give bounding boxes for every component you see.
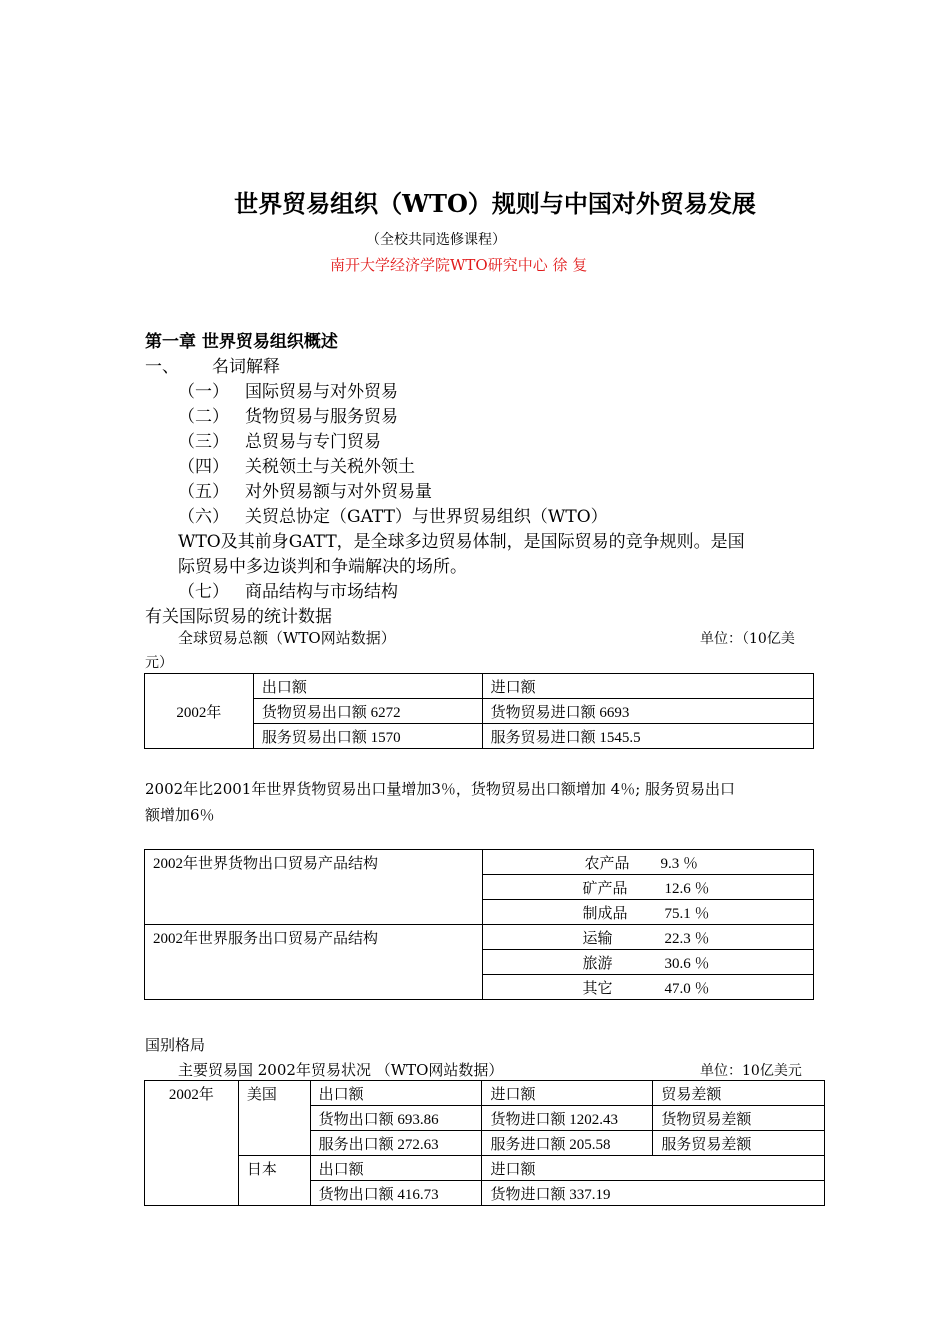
table-cell: 货物贸易出口额 6272 [253,699,482,724]
course-subtitle: （全校共同选修课程） [366,232,506,248]
table3-unit: 单位：10亿美元 [700,1063,802,1079]
list-item: 国际贸易与对外贸易 [245,382,398,402]
list-item: 货物贸易与服务贸易 [245,407,398,427]
list-item-number: （二） [178,407,229,427]
table-cell-year: 2002年 [145,1081,239,1206]
global-trade-table [144,673,814,749]
list-item-number: （五） [178,482,229,502]
table-row [145,925,814,950]
list-item-number: （七） [178,582,229,602]
stats-heading: 有关国际贸易的统计数据 [145,607,332,627]
chapter-heading: 第一章 世界贸易组织概述 [145,332,338,352]
product-name: 农产品 [584,855,630,872]
table-header-cell: 出口额 [310,1081,482,1106]
table-row [145,1156,825,1181]
list-item-number: （三） [178,432,229,452]
table-header-cell: 进口额 [482,674,813,699]
table-row [145,674,814,699]
product-share: 12.6 ％ [664,880,710,897]
table1-caption: 全球贸易总额（WTO网站数据） [178,629,396,647]
list-item: 总贸易与专门贸易 [245,432,381,452]
wto-description-line: WTO及其前身GATT，是全球多边贸易体制，是国际贸易的竞争规则。是国 [178,532,745,552]
table-header-cell: 进口额 [482,1081,653,1106]
product-name: 矿产品 [582,880,628,897]
section-label: 名词解释 [212,357,280,377]
table-cell-year: 2002年 [145,674,254,749]
table-cell: 服务贸易出口额 1570 [253,724,482,749]
product-structure-table [144,849,814,1000]
country-heading: 国别格局 [145,1036,206,1054]
list-item: 对外贸易额与对外贸易量 [245,482,432,502]
service-share: 30.6 ％ [664,955,710,972]
table-row [145,850,814,875]
wto-description-line: 际贸易中多边谈判和争端解决的场所。 [178,557,467,577]
product-share: 75.1 ％ [664,905,710,922]
table-header-cell: 进口额 [482,1156,825,1181]
table-cell: 货物出口额 416.73 [310,1181,482,1206]
table-cell: 服务贸易进口额 1545.5 [482,724,813,749]
table-cell [482,875,814,900]
list-item: 关税领土与关税外领土 [245,457,415,477]
table-cell-category: 2002年世界服务出口贸易产品结构 [145,925,483,1000]
table-cell: 货物进口额 1202.43 [482,1106,653,1131]
list-item: 关贸总协定（GATT）与世界贸易组织（WTO） [245,507,608,527]
product-name: 制成品 [582,905,628,922]
table-row [145,1081,825,1106]
table-cell: 货物贸易进口额 6693 [482,699,813,724]
table-header-cell: 贸易差额 [653,1081,825,1106]
page-title: 世界贸易组织（WTO）规则与中国对外贸易发展 [234,189,756,218]
table-cell: 货物贸易差额 [653,1106,825,1131]
author-line: 南开大学经济学院WTO研究中心 徐 复 [330,256,588,274]
table-cell: 货物出口额 693.86 [310,1106,482,1131]
table1-unit-cont: 元） [145,655,173,671]
growth-paragraph-line: 额增加6％ [145,806,215,824]
service-name: 运输 [582,930,613,947]
table-cell [482,850,814,875]
table-cell: 服务出口额 272.63 [310,1131,482,1156]
list-item-number: （一） [178,382,229,402]
list-item-number: （六） [178,507,229,527]
table3-caption: 主要贸易国 2002年贸易状况 （WTO网站数据） [178,1061,504,1079]
table-cell [482,925,814,950]
table-cell: 服务进口额 205.58 [482,1131,653,1156]
service-share: 47.0 ％ [664,980,710,997]
section-number: 一、 [145,357,179,377]
table-cell: 货物进口额 337.19 [482,1181,825,1206]
service-name: 其它 [582,980,613,997]
product-share: 9.3 ％ [660,855,699,872]
table-header-cell: 出口额 [310,1156,482,1181]
table-cell [482,950,814,975]
table-cell [482,900,814,925]
service-name: 旅游 [582,955,613,972]
list-item-number: （四） [178,457,229,477]
table1-unit: 单位：（10亿美 [700,631,795,647]
country-trade-table [144,1080,825,1206]
list-item: 商品结构与市场结构 [245,582,398,602]
table-cell [482,975,814,1000]
table-cell-country: 日本 [238,1156,310,1206]
growth-paragraph-line: 2002年比2001年世界货物贸易出口量增加3％，货物贸易出口额增加 4％; 服务贸易出口 [145,780,736,798]
table-header-cell: 出口额 [253,674,482,699]
table-cell-country: 美国 [238,1081,310,1156]
table-cell: 服务贸易差额 [653,1131,825,1156]
service-share: 22.3 ％ [664,930,710,947]
table-cell-category: 2002年世界货物出口贸易产品结构 [145,850,483,925]
